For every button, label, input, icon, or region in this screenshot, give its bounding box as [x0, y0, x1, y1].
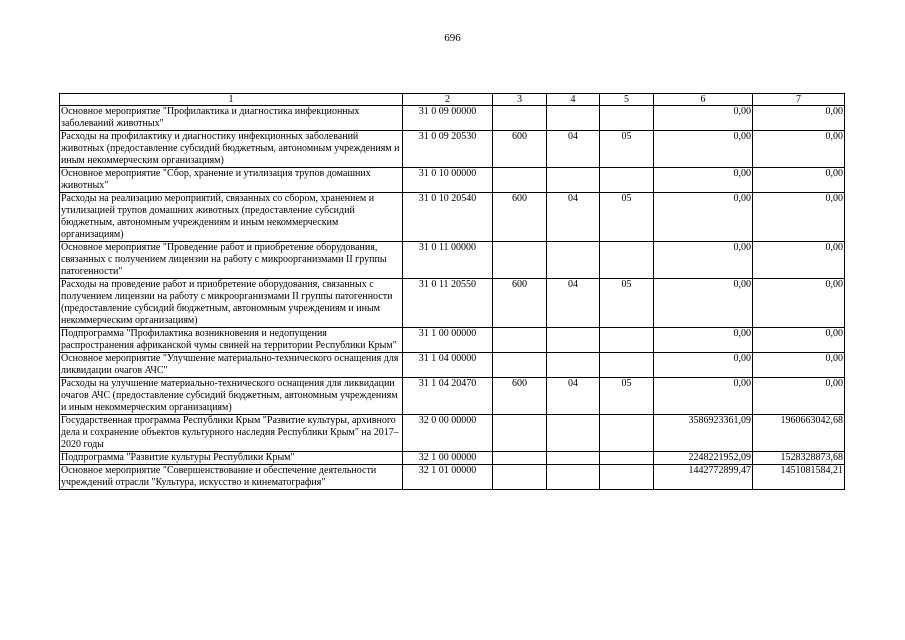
row-col4-cell [547, 415, 600, 452]
row-name-cell: Основное мероприятие "Сбор, хранение и утилизация трупов домашних животных" [60, 168, 403, 193]
row-amount-2018-cell: 1528328873,68 [753, 452, 845, 465]
row-col5-cell [600, 242, 654, 279]
row-name-cell: Основное мероприятие "Проведение работ и приобретение оборудования, связанных с получением лицензии на работу с микроорганизмами II группы патогенности" [60, 242, 403, 279]
row-col4-cell [547, 452, 600, 465]
row-col5-cell [600, 106, 654, 131]
row-amount-2018-cell: 1960663042,68 [753, 415, 845, 452]
row-name-cell: Подпрограмма "Профилактика возникновения и недопущения распространения африканской чумы свиней на территории Республики Крым" [60, 328, 403, 353]
row-col4-cell: 04 [547, 279, 600, 328]
table-row [60, 106, 845, 131]
row-amount-2017-cell: 3586923361,09 [654, 415, 753, 452]
row-code-cell: 31 0 11 20550 [403, 279, 493, 328]
row-col3-cell: 600 [493, 378, 547, 415]
table-row [60, 279, 845, 328]
row-amount-2018-cell: 0,00 [753, 242, 845, 279]
row-code-cell: 31 0 09 00000 [403, 106, 493, 131]
row-col3-cell [493, 168, 547, 193]
table-row [60, 131, 845, 168]
row-name-cell: Основное мероприятие "Профилактика и диагностика инфекционных заболеваний животных" [60, 106, 403, 131]
row-col4-cell [547, 465, 600, 490]
table-row [60, 378, 845, 415]
row-amount-2017-cell: 0,00 [654, 328, 753, 353]
column-header: 4 [547, 94, 600, 106]
row-col4-cell: 04 [547, 131, 600, 168]
row-col5-cell [600, 353, 654, 378]
row-col4-cell: 04 [547, 193, 600, 242]
row-name-cell: Расходы на улучшение материально-технического оснащения для ликвидации очагов АЧС (предоставление субсидий бюджетным, автономным учреждениям и иным некоммерческим организациям) [60, 378, 403, 415]
row-col3-cell: 600 [493, 131, 547, 168]
row-amount-2018-cell: 0,00 [753, 106, 845, 131]
row-col3-cell [493, 452, 547, 465]
row-col3-cell: 600 [493, 279, 547, 328]
table-body [60, 106, 845, 490]
row-col4-cell [547, 168, 600, 193]
row-col5-cell [600, 415, 654, 452]
row-col5-cell: 05 [600, 193, 654, 242]
row-name-cell: Государственная программа Республики Крым "Развитие культуры, архивного дела и сохранение объектов культурного наследия Республики Крым" на 2017–2020 годы [60, 415, 403, 452]
column-header: 6 [654, 94, 753, 106]
row-amount-2018-cell: 1451081584,21 [753, 465, 845, 490]
table-row [60, 168, 845, 193]
row-col3-cell: 600 [493, 193, 547, 242]
table-row [60, 415, 845, 452]
row-code-cell: 31 0 10 20540 [403, 193, 493, 242]
row-amount-2017-cell: 0,00 [654, 242, 753, 279]
row-col5-cell: 05 [600, 378, 654, 415]
row-amount-2017-cell: 0,00 [654, 193, 753, 242]
column-header: 7 [753, 94, 845, 106]
row-code-cell: 31 0 09 20530 [403, 131, 493, 168]
row-code-cell: 32 1 00 00000 [403, 452, 493, 465]
row-code-cell: 31 0 11 00000 [403, 242, 493, 279]
row-amount-2017-cell: 1442772899,47 [654, 465, 753, 490]
row-code-cell: 31 1 04 20470 [403, 378, 493, 415]
row-col3-cell [493, 328, 547, 353]
budget-table [59, 93, 845, 490]
row-name-cell: Подпрограмма "Развитие культуры Республики Крым" [60, 452, 403, 465]
row-amount-2017-cell: 0,00 [654, 279, 753, 328]
column-header: 1 [60, 94, 403, 106]
row-amount-2018-cell: 0,00 [753, 378, 845, 415]
row-name-cell: Основное мероприятие "Улучшение материально-технического оснащения для ликвидации очагов АЧС" [60, 353, 403, 378]
table-row [60, 353, 845, 378]
table-row [60, 465, 845, 490]
row-col4-cell: 04 [547, 378, 600, 415]
page-number: 696 [444, 32, 461, 44]
row-name-cell: Расходы на проведение работ и приобретение оборудования, связанных с получением лицензии на работу с микроорганизмами II группы патогенности (предоставление субсидий бюджетным, автономным учреждениям и иным некоммерческим организациям) [60, 279, 403, 328]
table-row [60, 452, 845, 465]
row-col5-cell: 05 [600, 279, 654, 328]
row-col3-cell [493, 353, 547, 378]
table-row [60, 328, 845, 353]
row-code-cell: 32 0 00 00000 [403, 415, 493, 452]
table-row [60, 193, 845, 242]
row-amount-2018-cell: 0,00 [753, 353, 845, 378]
row-col5-cell [600, 168, 654, 193]
row-col4-cell [547, 242, 600, 279]
row-name-cell: Расходы на реализацию мероприятий, связанных со сбором, хранением и утилизацией трупов домашних животных (предоставление субсидий бюджетным, автономным учреждениям и иным некоммерческим организациям) [60, 193, 403, 242]
row-col4-cell [547, 106, 600, 131]
row-amount-2018-cell: 0,00 [753, 279, 845, 328]
row-amount-2017-cell: 2248221952,09 [654, 452, 753, 465]
row-col5-cell: 05 [600, 131, 654, 168]
row-code-cell: 31 1 00 00000 [403, 328, 493, 353]
header-row [60, 94, 845, 106]
row-code-cell: 31 1 04 00000 [403, 353, 493, 378]
row-col5-cell [600, 328, 654, 353]
row-name-cell: Основное мероприятие "Совершенствование и обеспечение деятельности учреждений отрасли "Культура, искусство и кинематография" [60, 465, 403, 490]
row-amount-2017-cell: 0,00 [654, 168, 753, 193]
row-amount-2018-cell: 0,00 [753, 328, 845, 353]
row-col5-cell [600, 465, 654, 490]
column-header: 3 [493, 94, 547, 106]
row-amount-2017-cell: 0,00 [654, 131, 753, 168]
row-col3-cell [493, 242, 547, 279]
row-col3-cell [493, 465, 547, 490]
row-amount-2018-cell: 0,00 [753, 168, 845, 193]
row-col4-cell [547, 353, 600, 378]
row-col4-cell [547, 328, 600, 353]
row-amount-2018-cell: 0,00 [753, 193, 845, 242]
column-header: 2 [403, 94, 493, 106]
row-amount-2017-cell: 0,00 [654, 353, 753, 378]
row-amount-2017-cell: 0,00 [654, 378, 753, 415]
row-amount-2017-cell: 0,00 [654, 106, 753, 131]
column-header: 5 [600, 94, 654, 106]
row-col3-cell [493, 415, 547, 452]
row-code-cell: 32 1 01 00000 [403, 465, 493, 490]
row-col5-cell [600, 452, 654, 465]
row-col3-cell [493, 106, 547, 131]
row-name-cell: Расходы на профилактику и диагностику инфекционных заболеваний животных (предоставление субсидий бюджетным, автономным учреждениям и иным некоммерческим организациям) [60, 131, 403, 168]
row-code-cell: 31 0 10 00000 [403, 168, 493, 193]
row-amount-2018-cell: 0,00 [753, 131, 845, 168]
table-row [60, 242, 845, 279]
